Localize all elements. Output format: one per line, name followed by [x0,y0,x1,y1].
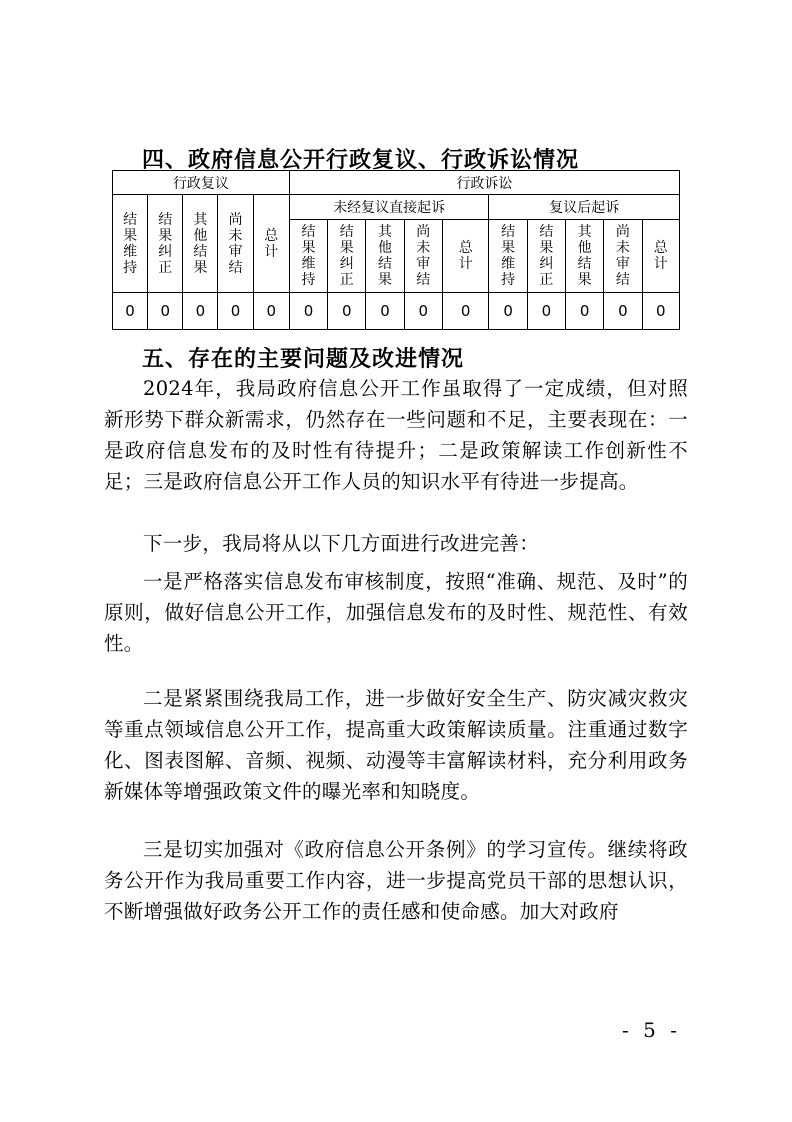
value-cell: 0 [289,293,327,330]
paragraph-measure-1: 一是严格落实信息发布审核制度，按照“准确、规范、及时”的原则，做好信息公开工作，加强信息发布的及时性、规范性、有效性。 [104,570,688,655]
header-rs-total: 总计 [642,220,679,293]
paragraph-next-steps: 下一步，我局将从以下几方面进行改进完善： [143,532,540,555]
header-after-review: 复议后起诉 [489,195,680,220]
paragraph-measure-2: 二是紧紧围绕我局工作，进一步做好安全生产、防灾减灾救灾等重点领域信息公开工作，提高重大政策解读质量。注重通过数字化、图表图解、音频、视频、动漫等丰富解读材料，充分利用政务新媒体等增强政策文件的曝光率和知晓度。 [104,687,688,803]
header-admin-review: 行政复议 [113,171,290,195]
header-ds-pending: 尚未审结 [404,220,442,293]
section-5-heading: 五、存在的主要问题及改进情况 [142,347,465,372]
value-cell: 0 [366,293,404,330]
value-cell: 0 [183,293,218,330]
value-cell: 0 [253,293,289,330]
value-cell: 0 [328,293,366,330]
review-litigation-table [112,170,680,330]
header-rs-corrected: 结果纠正 [527,220,565,293]
header-rs-maintained: 结果维持 [489,220,527,293]
value-cell: 0 [113,293,148,330]
table-row [113,293,680,330]
header-ds-corrected: 结果纠正 [328,220,366,293]
value-cell: 0 [604,293,642,330]
section-4-heading: 四、政府信息公开行政复议、行政诉讼情况 [142,148,580,173]
paragraph-problems: 2024年，我局政府信息公开工作虽取得了一定成绩，但对照新形势下群众新需求，仍然存在一些问题和不足，主要表现在：一是政府信息发布的及时性有待提升；二是政策解读工作创新性不足；三是政府信息公开工作人员的知识水平有待进一步提高。 [104,377,688,493]
value-cell: 0 [642,293,679,330]
header-ds-total: 总计 [442,220,489,293]
value-cell: 0 [442,293,489,330]
value-cell: 0 [148,293,183,330]
header-rs-pending: 尚未审结 [604,220,642,293]
header-ar-pending: 尚未审结 [218,195,253,293]
value-cell: 0 [527,293,565,330]
header-ar-maintained: 结果维持 [113,195,148,293]
header-ds-maintained: 结果维持 [289,220,327,293]
header-ar-corrected: 结果纠正 [148,195,183,293]
value-cell: 0 [404,293,442,330]
value-cell: 0 [566,293,604,330]
header-litigation: 行政诉讼 [289,171,679,195]
header-ar-total: 总计 [253,195,289,293]
header-ds-other: 其他结果 [366,220,404,293]
header-rs-other: 其他结果 [566,220,604,293]
header-ar-other: 其他结果 [183,195,218,293]
value-cell: 0 [489,293,527,330]
page-number: - 5 - [622,1018,681,1042]
value-cell: 0 [218,293,253,330]
header-direct-suit: 未经复议直接起诉 [289,195,489,220]
paragraph-measure-3: 三是切实加强对《政府信息公开条例》的学习宣传。继续将政务公开作为我局重要工作内容，进一步提高党员干部的思想认识，不断增强做好政务公开工作的责任感和使命感。加大对政府 [104,838,688,923]
